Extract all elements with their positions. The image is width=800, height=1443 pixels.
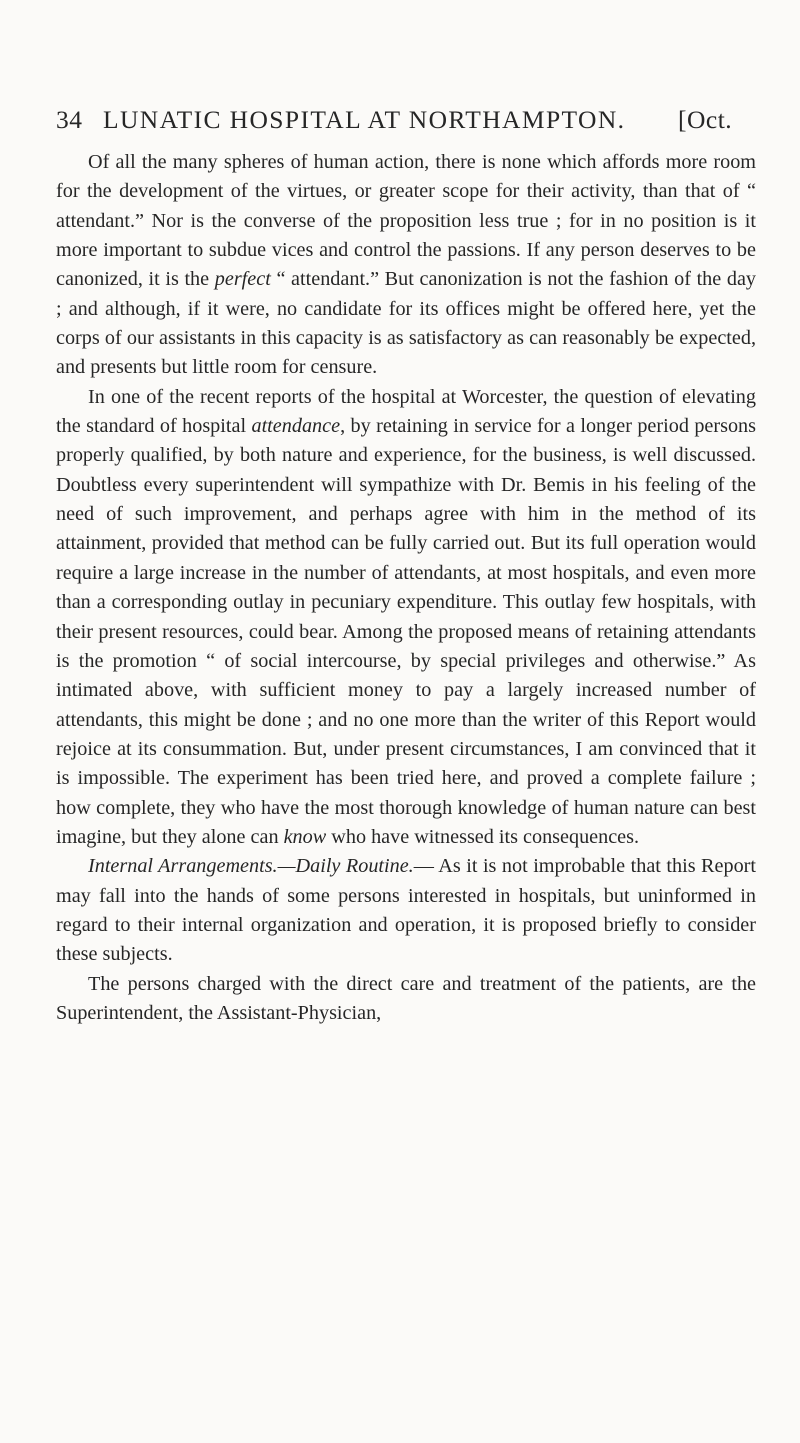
paragraph-persons-charged — [56, 970, 756, 1029]
header-date: [Oct. — [678, 105, 733, 134]
paragraph-worcester — [56, 383, 756, 853]
section-heading: Internal Arrangements.—Daily Routine. — [88, 855, 414, 878]
italic-word: know — [283, 825, 327, 848]
italic-word: attendance — [251, 415, 341, 438]
running-header — [56, 100, 756, 140]
paragraph-text: The persons charged with the direct care and treatment of the patients, are the Superintendent, the Assistant-Physician, — [56, 972, 756, 1024]
paragraph-internal-arrangements — [56, 852, 756, 969]
paragraph-text: who have witnessed its consequences. — [331, 825, 640, 848]
paragraph-text: “ attendant.” But canonization is not the fashion of the day ; and although, if it were, no candidate for its offices might be offered here, yet the corps of our assistants in this capacity is as satisfactory as can reasonably be expected, and presents but little room for censure. — [56, 268, 757, 379]
italic-word: perfect — [214, 268, 271, 291]
body-text — [56, 148, 756, 1028]
page-number: 34 — [56, 105, 83, 134]
paragraph-text: Of all the many spheres of human action, there is none which affords more room for the development of the virtues, or greater scope for their activity, than that of “ attendant.” Nor is the converse of the proposition less true ; for in no position is it more important to subdue vices and control the passions. If any person deserves to be canonized, it is the — [56, 151, 756, 291]
paragraph-text: In one of the recent reports of the hospital at Worcester, the question of elevating the standard of hospital — [56, 385, 756, 438]
paragraph-attendants — [56, 148, 756, 383]
running-title: LUNATIC HOSPITAL AT NORTHAMPTON. — [103, 105, 626, 134]
paragraph-text: — As it is not improbable that this Report may fall into the hands of some persons interested in hospitals, but uninformed in regard to their internal organization and operation, it is proposed briefly to consider these subjects. — [56, 855, 756, 966]
paragraph-text: , by retaining in service for a longer period persons properly qualified, by both nature and experience, for the business, is well discussed. Doubtless every superintendent will sympathize with Dr. Bemis in his feeling of the need of such improvement, and perhaps agree with him in the method of its attainment, provided that method can be fully carried out. But its full operation would require a large increase in the number of attendants, at most hospitals, and even more than a corresponding outlay in pecuniary expenditure. This outlay few hospitals, with their present resources, could bear. Among the proposed means of retaining attendants is the promotion “ of social intercourse, by special privileges and otherwise.” As intimated above, with sufficient money to pay a largely increased number of attendants, this might be done ; and no one more than the writer of this Report would rejoice at its consummation. But, under present circumstances, I am convinced that it is impossible. The experiment has been tried here, and proved a complete failure ; how complete, they who have the most thorough knowledge of human nature can best imagine, but they alone can — [56, 415, 757, 848]
